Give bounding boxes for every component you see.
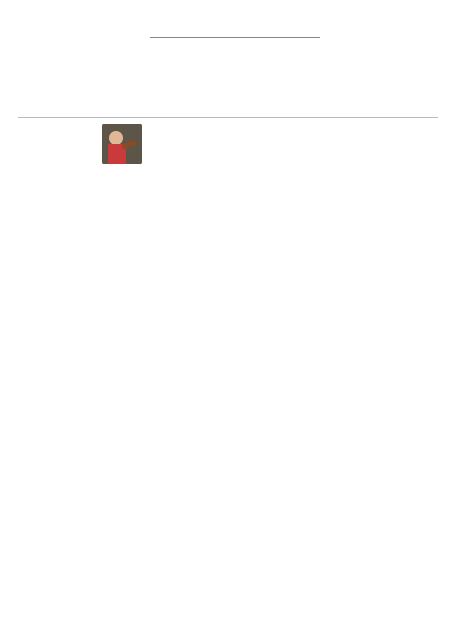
teaser-wierszyki[interactable]: [22, 130, 80, 145]
teaser-strip: [18, 120, 438, 168]
logo: [140, 38, 310, 112]
divider: [18, 117, 438, 118]
teaser-photo-violin: [102, 124, 142, 164]
teaser-sport[interactable]: [158, 130, 228, 145]
